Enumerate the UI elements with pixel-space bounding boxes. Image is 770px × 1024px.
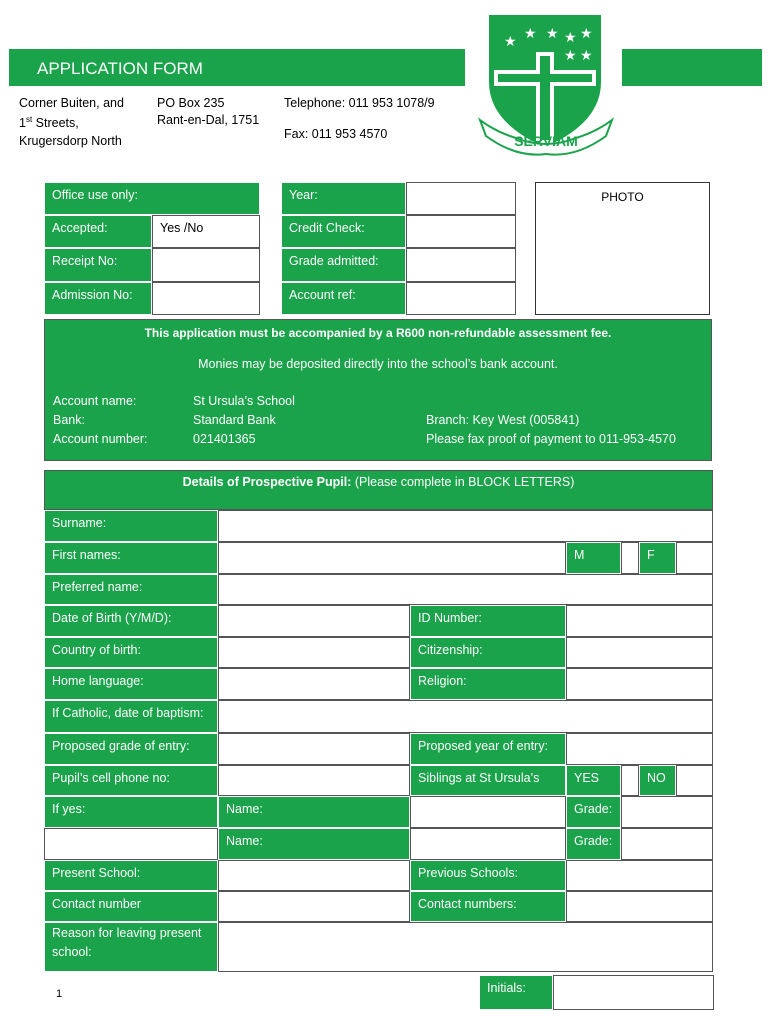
svg-text:★: ★ xyxy=(580,48,593,64)
sibling-grade-label-1: Grade: xyxy=(566,796,621,828)
reason-label: Reason for leaving present school: xyxy=(44,922,218,972)
po-town: Rant-en-Dal, 1751 xyxy=(157,113,260,127)
photo-box[interactable] xyxy=(535,182,710,315)
year-field[interactable] xyxy=(406,182,516,215)
account-name-value: St Ursula’s School xyxy=(193,394,295,408)
credit-check-field[interactable] xyxy=(406,215,516,248)
sibling-grade-field-1[interactable] xyxy=(621,796,713,828)
country-field[interactable] xyxy=(218,637,410,668)
religion-label: Religion: xyxy=(410,668,566,700)
initials-label: Initials: xyxy=(479,975,553,1010)
proposed-grade-field[interactable] xyxy=(218,733,410,765)
gender-m-option[interactable]: M xyxy=(566,542,621,574)
cell-phone-label: Pupil’s cell phone no: xyxy=(44,765,218,796)
sibling-name-label-1: Name: xyxy=(218,796,410,828)
sibling-name-label-2: Name: xyxy=(218,828,410,860)
svg-text:★: ★ xyxy=(564,48,577,64)
contact-number-field[interactable] xyxy=(218,891,410,922)
if-yes-label: If yes: xyxy=(44,796,218,828)
pupil-section-heading: Details of Prospective Pupil: (Please complete in BLOCK LETTERS) xyxy=(44,470,713,510)
cell-phone-field[interactable] xyxy=(218,765,410,796)
grade-admitted-field[interactable] xyxy=(406,248,516,282)
proposed-grade-label: Proposed grade of entry: xyxy=(44,733,218,765)
page-number: 1 xyxy=(56,988,63,1000)
gender-m-checkbox[interactable] xyxy=(621,542,639,574)
citizenship-field[interactable] xyxy=(566,637,713,668)
sibling-grade-label-2: Grade: xyxy=(566,828,621,860)
previous-schools-field[interactable] xyxy=(566,860,713,891)
first-names-field[interactable] xyxy=(218,542,566,574)
account-number-label: Account number: xyxy=(53,432,148,446)
proposed-year-label: Proposed year of entry: xyxy=(410,733,566,765)
surname-field[interactable] xyxy=(218,510,713,542)
preferred-name-label: Preferred name: xyxy=(44,574,218,605)
proposed-year-field[interactable] xyxy=(566,733,713,765)
account-number-value: 021401365 xyxy=(193,432,256,446)
gender-f-checkbox[interactable] xyxy=(676,542,713,574)
office-use-label: Office use only: xyxy=(44,182,260,215)
admission-label: Admission No: xyxy=(44,282,152,315)
account-ref-label: Account ref: xyxy=(281,282,406,315)
svg-text:★: ★ xyxy=(504,34,517,50)
previous-schools-label: Previous Schools: xyxy=(410,860,566,891)
surname-label: Surname: xyxy=(44,510,218,542)
reason-field[interactable] xyxy=(218,922,713,972)
school-crest-icon xyxy=(476,12,616,158)
po-box: PO Box 235 xyxy=(157,96,225,110)
svg-text:★: ★ xyxy=(524,26,537,42)
receipt-label: Receipt No: xyxy=(44,248,152,282)
baptism-field[interactable] xyxy=(218,700,713,733)
telephone: Telephone: 011 953 1078/9 xyxy=(284,96,435,110)
dob-label: Date of Birth (Y/M/D): xyxy=(44,605,218,637)
svg-text:★: ★ xyxy=(564,30,577,46)
svg-text:★: ★ xyxy=(546,26,559,42)
account-ref-field[interactable] xyxy=(406,282,516,315)
citizenship-label: Citizenship: xyxy=(410,637,566,668)
gender-f-option[interactable]: F xyxy=(639,542,676,574)
fax-proof-note: Please fax proof of payment to 011-953-4570 xyxy=(426,432,676,446)
sibling-name-field-1[interactable] xyxy=(410,796,566,828)
bank-value: Standard Bank xyxy=(193,413,276,427)
address-line1: Corner Buiten, and xyxy=(19,96,124,110)
id-number-label: ID Number: xyxy=(410,605,566,637)
accepted-label: Accepted: xyxy=(44,215,152,248)
country-label: Country of birth: xyxy=(44,637,218,668)
siblings-no-option[interactable]: NO xyxy=(639,765,676,796)
home-language-label: Home language: xyxy=(44,668,218,700)
year-label: Year: xyxy=(281,182,406,215)
accepted-value[interactable]: Yes /No xyxy=(152,215,260,248)
receipt-field[interactable] xyxy=(152,248,260,282)
sibling-grade-field-2[interactable] xyxy=(621,828,713,860)
fax: Fax: 011 953 4570 xyxy=(284,127,388,141)
siblings-yes-option[interactable]: YES xyxy=(566,765,621,796)
fee-heading: This application must be accompanied by a R600 non-refundable assessment fee. xyxy=(144,326,612,340)
crest-motto: SERVIAM xyxy=(514,133,578,149)
religion-field[interactable] xyxy=(566,668,713,700)
preferred-name-field[interactable] xyxy=(218,574,713,605)
contact-numbers-label: Contact numbers: xyxy=(410,891,566,922)
address-line3: Krugersdorp North xyxy=(19,134,122,148)
photo-label: PHOTO xyxy=(601,190,644,204)
contact-numbers-field[interactable] xyxy=(566,891,713,922)
home-language-field[interactable] xyxy=(218,668,410,700)
account-name-label: Account name: xyxy=(53,394,137,408)
header-bar-right xyxy=(622,49,762,86)
admission-field[interactable] xyxy=(152,282,260,315)
present-school-field[interactable] xyxy=(218,860,410,891)
siblings-yes-checkbox[interactable] xyxy=(621,765,639,796)
sibling-name-field-2[interactable] xyxy=(410,828,566,860)
form-title: APPLICATION FORM xyxy=(37,59,203,78)
siblings-no-checkbox[interactable] xyxy=(676,765,713,796)
if-yes-blank xyxy=(44,828,218,860)
monies-note: Monies may be deposited directly into the school’s bank account. xyxy=(198,357,558,371)
branch-info: Branch: Key West (005841) xyxy=(426,413,580,427)
dob-field[interactable] xyxy=(218,605,410,637)
grade-admitted-label: Grade admitted: xyxy=(281,248,406,282)
id-number-field[interactable] xyxy=(566,605,713,637)
address-line2: 1st Streets, xyxy=(19,115,79,131)
credit-check-label: Credit Check: xyxy=(281,215,406,248)
svg-text:★: ★ xyxy=(580,26,593,42)
siblings-label: Siblings at St Ursula’s xyxy=(410,765,566,796)
contact-number-label: Contact number xyxy=(44,891,218,922)
bank-label: Bank: xyxy=(53,413,85,427)
first-names-label: First names: xyxy=(44,542,218,574)
present-school-label: Present School: xyxy=(44,860,218,891)
initials-field[interactable] xyxy=(553,975,714,1010)
baptism-label: If Catholic, date of baptism: xyxy=(44,700,218,733)
